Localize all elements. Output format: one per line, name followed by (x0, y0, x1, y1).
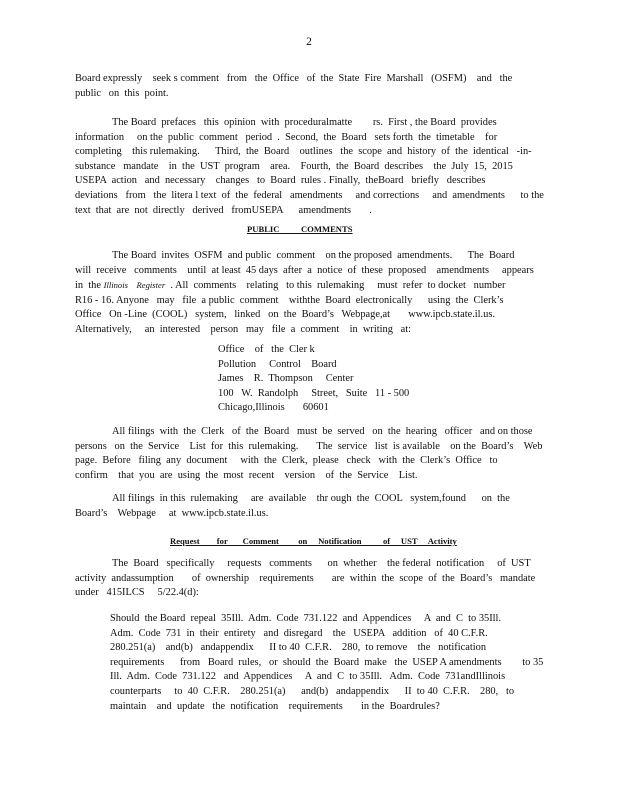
text-line: deviations from the litera l text of the federal amendments and corrections and amendments to the (75, 189, 544, 201)
request-heading: Request for Comment on Notification of UST Activity (170, 536, 457, 546)
text-line: Board expressly seek s comment from the Office of the State Fire Marshall (OSFM) and the (75, 73, 513, 84)
text-line: The Board invites OSFM and public comment on the proposed amendments. The Board (112, 250, 515, 261)
illinois-register-italic: Illinois Register (103, 280, 166, 291)
text-line: public on this point. (75, 87, 169, 99)
page-number: 2 (306, 36, 312, 48)
address-line: James R. Thompson Center (218, 373, 354, 385)
filings-paragraph (75, 425, 543, 483)
text-line: under 415ILCS 5/22.4(d): (75, 587, 199, 599)
address-line: Office of the Cler k (218, 344, 315, 355)
text-line: Should the Board repeal 35Ill. Adm. Code 731.122 and Appendices A and C to 35Ill. (110, 613, 502, 624)
text-line: requirements from Board rules, or should the Board make the USEP A amendments to 35 (110, 656, 544, 668)
text-line: completing this rulemaking. Third, the Board outlines the scope and history of the identical -in- (75, 146, 532, 158)
text-line: The Board specifically requests comments on whether the federal notification of UST (112, 558, 531, 569)
prefaces-paragraph (75, 116, 543, 218)
text-line: R16 - 16. Anyone may file a public comment withthe Board electronically using the Clerk’s (75, 294, 504, 306)
text-line (75, 278, 543, 294)
text-fragment: in the (75, 280, 104, 292)
text-line: persons on the Service List for this rulemaking. The service list is available on the Board’s Web (75, 440, 543, 452)
text-line: maintain and update the notification requirements in the Boardrules? (110, 700, 440, 712)
text-line: information on the public comment period . Second, the Board sets forth the timetable for (75, 131, 498, 143)
text-line: All filings with the Clerk of the Board must be served on the hearing officer and on those (112, 426, 533, 437)
text-line: Board’s Webpage at www.ipcb.state.il.us. (75, 507, 269, 519)
text-line: 280.251(a) and(b) andappendix II to 40 C.F.R. 280, to remove the notification (110, 642, 487, 654)
text-line: Ill. Adm. Code 731.122 and Appendices A and C to 35Ill. Adm. Code 731andIllinois (110, 671, 506, 683)
text-line: All filings in this rulemaking are available thr ough the COOL system,found on the (112, 493, 510, 504)
address-line: Chicago,Illinois 60601 (218, 402, 329, 414)
text-line: counterparts to 40 C.F.R. 280.251(a) and(b) andappendix II to 40 C.F.R. 280, to (110, 685, 515, 697)
intro-paragraph (75, 72, 543, 101)
public-comments-paragraph (75, 249, 543, 338)
clerk-address (218, 343, 409, 416)
text-line: substance mandate in the UST program area. Fourth, the Board describes the July 15, 2015 (75, 160, 513, 172)
public-comments-heading: PUBLIC COMMENTS (247, 224, 353, 234)
question-block (110, 612, 542, 714)
request-paragraph (75, 557, 543, 601)
cool-paragraph (75, 492, 543, 521)
text-line: page. Before filing any document with the Clerk, please check with the Clerk’s Office to (75, 455, 498, 467)
address-line: Pollution Control Board (218, 358, 337, 370)
text-line: Adm. Code 731 in their entirety and disregard the USEPA addition of 40 C.F.R. (110, 627, 488, 639)
text-line: will receive comments until at least 45 days after a notice of these proposed amendments appears (75, 264, 534, 276)
address-line: 100 W. Randolph Street, Suite 11 - 500 (218, 387, 410, 399)
text-line: Office On -Line (COOL) system, linked on the Board’s Webpage,at www.ipcb.state.il.us. (75, 309, 495, 321)
text-line: The Board prefaces this opinion with proceduralmatte rs. First , the Board provides (112, 117, 497, 128)
text-line: activity andassumption of ownership requirements are within the scope of the Board’s mandate (75, 572, 536, 584)
text-fragment: . All comments relating to this rulemaking must refer to docket number (165, 280, 506, 292)
text-line: USEPA action and necessary changes to Board rules . Finally, theBoard briefly describes (75, 175, 486, 187)
text-line: Alternatively, an interested person may file a comment in writing at: (75, 323, 412, 335)
text-line: text that are not directly derived fromUSEPA amendments . (75, 204, 372, 216)
text-line: confirm that you are using the most recent version of the Service List. (75, 469, 418, 481)
